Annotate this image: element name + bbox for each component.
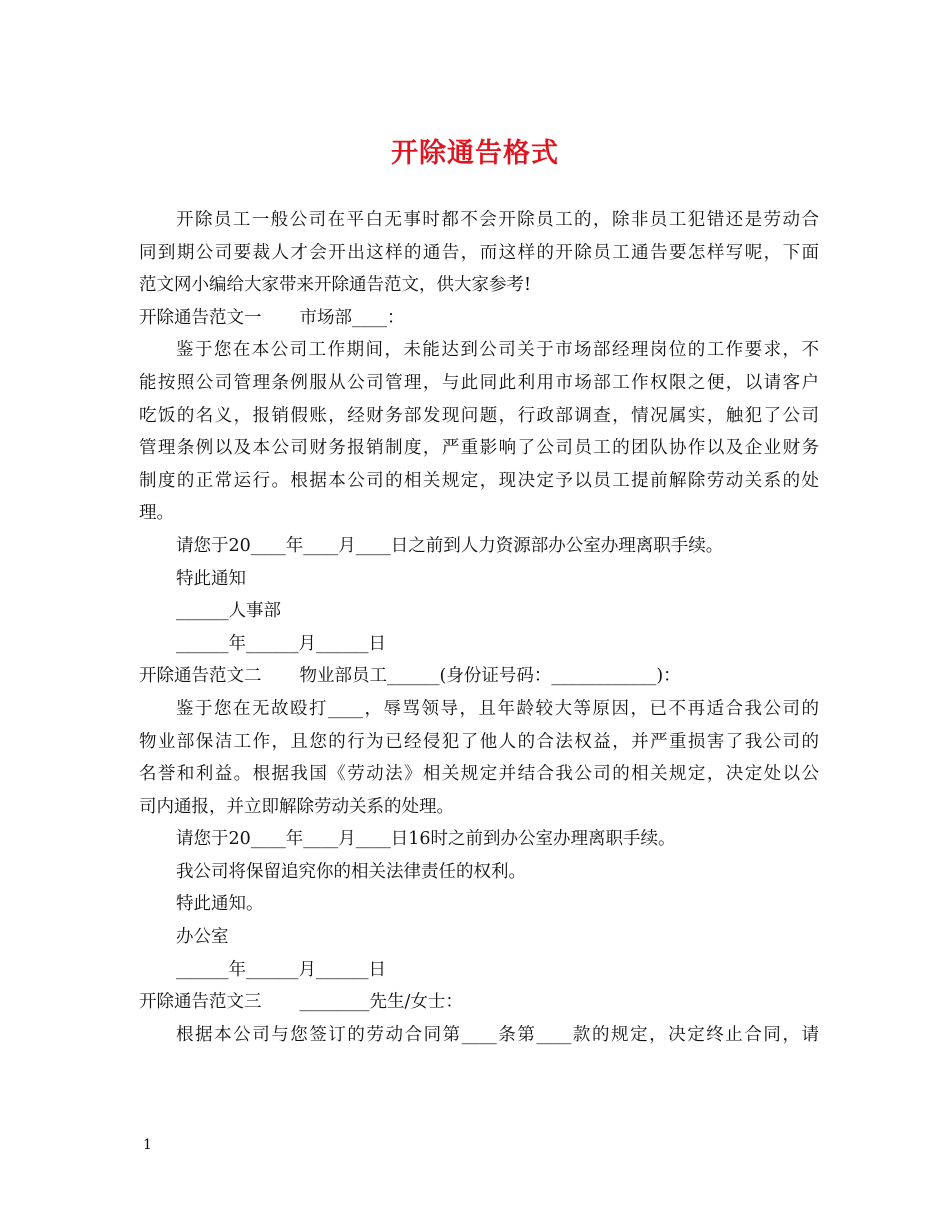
sample1-request: 请您于20____年____月____日之前到人力资源部办公室办理离职手续。 — [176, 535, 724, 556]
sample2-heading: 开除通告范文二 — [139, 666, 262, 687]
sample2-body-line: 物业部保洁工作，且您的行为已经侵犯了他人的合法权益，并严重损害了我公司的 — [139, 731, 819, 752]
sample1-department: ______人事部 — [176, 601, 281, 622]
sample1-body-line: 制度的正常运行。根据本公司的相关规定，现决定予以员工提前解除劳动关系的处 — [139, 470, 819, 491]
intro-line: 同到期公司要裁人才会开出这样的通告，而这样的开除员工通告要怎样写呢，下面 — [139, 242, 819, 263]
sample2-request: 请您于20____年____月____日16时之前到办公室办理离职手续。 — [176, 829, 676, 850]
sample2-body-line: 司内通报，并立即解除劳动关系的处理。 — [139, 796, 454, 817]
document-title: 开除通告格式 — [391, 138, 559, 169]
intro-line: 范文网小编给大家带来开除通告范文，供大家参考! — [139, 275, 532, 296]
sample2-heading-line — [139, 660, 819, 693]
sample1-date: ______年______月______日 — [176, 633, 386, 654]
sample1-notice: 特此通知 — [176, 568, 246, 589]
sample1-body-line: 鉴于您在本公司工作期间，未能达到公司关于市场部经理岗位的工作要求，不 — [176, 340, 819, 361]
sample1-heading-line — [139, 302, 819, 335]
sample2-department: 办公室 — [176, 927, 229, 948]
sample2-notice: 特此通知。 — [176, 894, 264, 915]
sample1-body-line: 理。 — [139, 503, 174, 524]
sample3-heading-line — [139, 986, 819, 1019]
sample3-addressee: ________先生/女士： — [299, 992, 463, 1013]
document-body — [139, 204, 819, 1051]
sample2-body-line: 鉴于您在无故殴打____，辱骂领导，且年龄较大等原因，已不再适合我公司的 — [176, 698, 819, 719]
sample2-reserve: 我公司将保留追究你的相关法律责任的权利。 — [176, 861, 526, 882]
sample1-addressee: 市场部____： — [299, 307, 405, 328]
sample1-body-line: 管理条例以及本公司财务报销制度，严重影响了公司员工的团队协作以及企业财务 — [139, 438, 819, 459]
page-number: 1 — [143, 1137, 152, 1153]
sample2-addressee: 物业部员工______(身份证号码：____________)： — [299, 666, 681, 687]
sample1-body-line: 吃饭的名义，报销假账，经财务部发现问题，行政部调查，情况属实，触犯了公司 — [139, 405, 819, 426]
sample2-body-line: 名誉和利益。根据我国《劳动法》相关规定并结合我公司的相关规定，决定处以公 — [139, 764, 819, 785]
sample1-body-line: 能按照公司管理条例服从公司管理，与此同此利用市场部工作权限之便，以请客户 — [139, 372, 819, 393]
sample2-date: ______年______月______日 — [176, 959, 386, 980]
sample1-heading: 开除通告范文一 — [139, 307, 262, 328]
sample3-heading: 开除通告范文三 — [139, 992, 262, 1013]
intro-line: 开除员工一般公司在平白无事时都不会开除员工的，除非员工犯错还是劳动合 — [176, 210, 819, 230]
sample3-body-line: 根据本公司与您签订的劳动合同第____条第____款的规定，决定终止合同，请 — [176, 1024, 819, 1045]
